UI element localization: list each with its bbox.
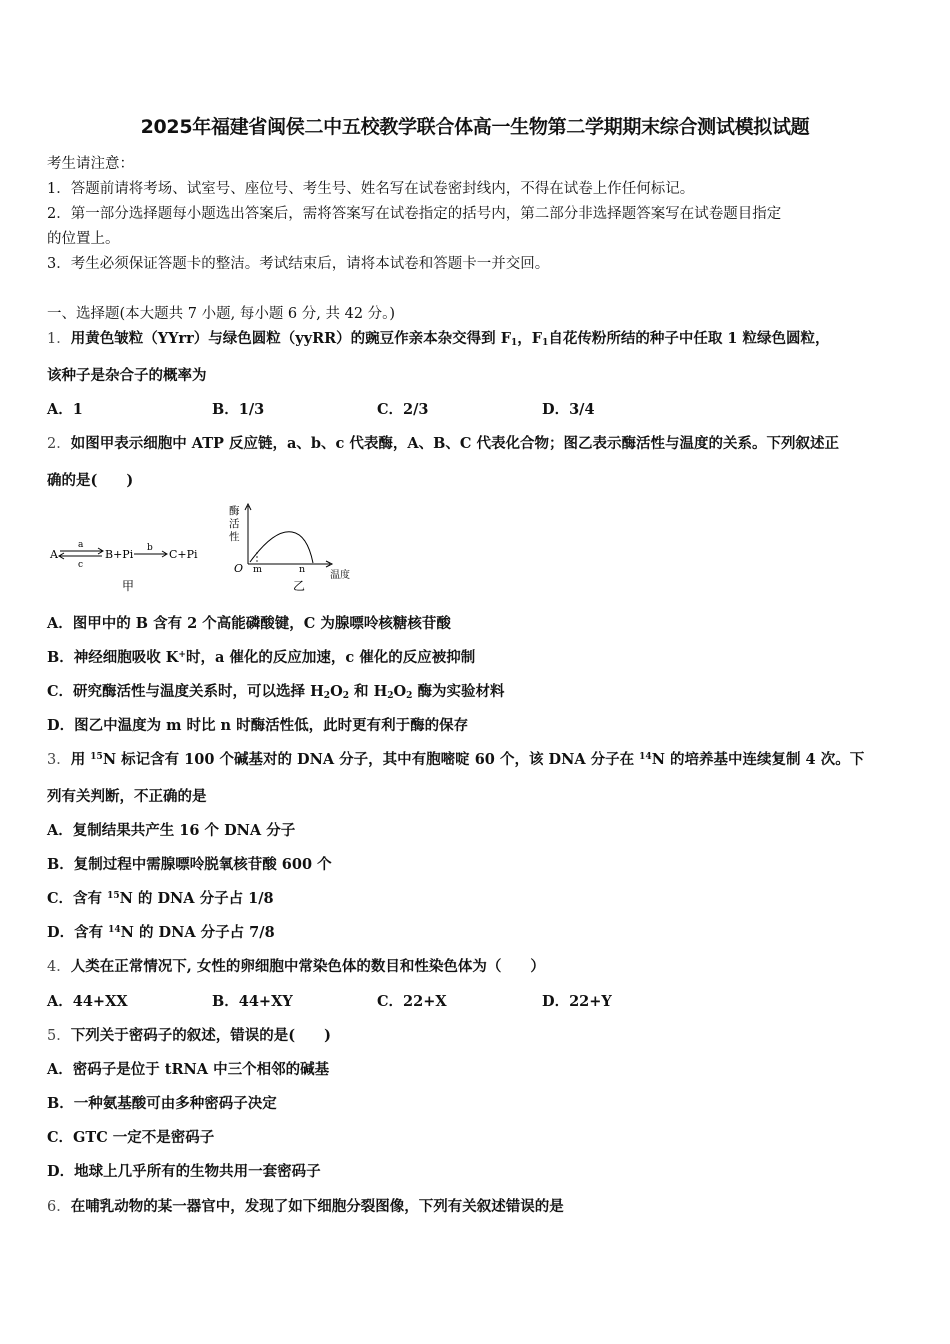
q2-option-c-text-a: C．研究酶活性与温度关系时，可以选择 H [47,683,324,700]
tick-m: m [253,564,263,575]
tick-n: n [299,564,306,575]
q2-figure [40,500,370,600]
q4-option-b[interactable]: B．44+XY [212,993,293,1010]
q4-text: 人类在正常情况下, 女性的卵细胞中常染色体的数目和性染色体为（ ） [70,958,545,975]
q2-option-c-text-d: O [393,683,407,700]
chain-a-label: A [50,548,58,561]
q2-stem [47,432,839,453]
q3-option-d[interactable] [47,921,275,942]
q2-option-c-sub-2: 2 [342,691,349,701]
q3-option-a[interactable]: A．复制结果共产生 16 个 DNA 分子 [47,822,296,839]
q3-text-1: 用 [70,751,91,768]
q2-stem-cont: 确的是( ) [47,472,134,489]
q2-option-d[interactable]: D．图乙中温度为 m 时比 n 时酶活性低，此时更有利于酶的保存 [47,717,469,734]
q5-stem [47,1024,331,1045]
q4-option-d[interactable]: D．22+Y [542,993,612,1010]
q3-stem-cont: 列有关判断，不正确的是 [47,788,207,805]
q2-option-b-text-a: B．神经细胞吸收 K [47,649,179,666]
q5-option-d[interactable]: D．地球上几乎所有的生物共用一套密码子 [47,1163,321,1180]
q3-option-d-text-a: D．含有 [47,924,109,941]
q1-stem-cont: 该种子是杂合子的概率为 [47,367,207,384]
q1-sub-1: 1 [511,338,518,348]
q6-stem [47,1195,564,1216]
q4-stem [47,955,545,976]
y-axis-label-3: 性 [229,531,240,543]
q1-sub-2: 1 [542,338,549,348]
q3-option-d-text-b: N 的 DNA 分子占 7/8 [120,924,275,941]
y-axis-label-1: 酶 [229,505,240,517]
activity-curve [250,532,313,563]
x-axis-label: 温度 [330,570,350,581]
q2-option-c[interactable] [47,680,505,701]
chain-c-label: C+Pi [169,548,198,561]
caption-jia: 甲 [122,579,135,593]
q4-option-c[interactable]: C．22+X [377,993,447,1010]
q1-text-c: 自花传粉所结的种子中任取 1 粒绿色圆粒， [548,330,830,347]
q2-option-b-text-b: 时，a 催化的反应加速，c 催化的反应被抑制 [185,649,476,666]
q3-option-d-sup: 14 [108,925,121,935]
q3-option-c-sup: 15 [107,891,120,901]
origin-label: O [234,562,244,575]
enzyme-c-label: c [78,560,84,570]
q2-option-c-text-c: 和 H [348,683,388,700]
notice-heading: 考生请注意： [47,156,134,172]
q5-option-b[interactable]: B．一种氨基酸可由多种密码子决定 [47,1095,277,1112]
q2-text: 如图甲表示细胞中 ATP 反应链，a、b、c 代表酶，A、B、C 代表化合物；图乙表示酶活性与温度的关系。下列叙述正 [70,435,839,452]
q4-number: 4． [47,959,71,975]
y-axis-label-2: 活 [229,518,240,530]
q3-option-b[interactable]: B．复制过程中需腺嘌呤脱氧核苷酸 600 个 [47,856,332,873]
q4-option-a[interactable]: A．44+XX [47,993,128,1010]
q5-number: 5． [47,1028,71,1044]
section-heading: 一、选择题(本大题共 7 小题, 每小题 6 分, 共 42 分。) [47,306,396,322]
q2-option-c-sub-3: 2 [387,691,394,701]
q3-stem [47,748,864,769]
q2-option-b[interactable] [47,646,475,667]
notice-item-2-cont: 的位置上。 [47,231,120,247]
q2-option-b-sup: + [178,650,186,660]
q2-option-c-sub-1: 2 [323,691,331,701]
enzyme-b-label: b [147,543,153,553]
q3-option-c-text-b: N 的 DNA 分子占 1/8 [119,890,274,907]
q3-option-c-text-a: C．含有 [47,890,108,907]
caption-yi: 乙 [293,579,306,593]
q2-option-c-text-b: O [330,683,343,700]
q5-text: 下列关于密码子的叙述，错误的是( ) [70,1027,331,1044]
chain-b-label: B+Pi [105,548,134,561]
q1-option-a[interactable]: A．1 [47,401,83,418]
q5-option-a[interactable]: A．密码子是位于 tRNA 中三个相邻的碱基 [47,1061,330,1078]
notice-item-1: 1．答题前请将考场、试室号、座位号、考生号、姓名写在试卷密封线内，不得在试卷上作任何标记。 [47,181,695,197]
q3-text-3: N 的培养基中连续复制 4 次。下 [651,751,865,768]
q2-option-c-sub-4: 2 [406,691,413,701]
enzyme-a-label: a [78,540,84,550]
page-title: 2025年福建省闽侯二中五校教学联合体高一生物第二学期期末综合测试模拟试题 [140,116,810,138]
q3-text-2: N 标记含有 100 个碱基对的 DNA 分子，其中有胞嘧啶 60 个，该 DNA 分子在 [102,751,640,768]
q1-text-b: ，F [517,330,543,347]
q2-option-c-text-e: 酶为实验材料 [412,683,505,700]
q3-sup-2: 14 [639,752,652,762]
q3-option-c[interactable] [47,887,274,908]
q3-number: 3． [47,752,71,768]
q2-number: 2． [47,436,71,452]
q1-option-b[interactable]: B．1/3 [212,401,265,418]
q1-option-c[interactable]: C．2/3 [377,401,429,418]
q1-text-a: 用黄色皱粒（YYrr）与绿色圆粒（yyRR）的豌豆作亲本杂交得到 F [70,330,512,347]
q6-text: 在哺乳动物的某一器官中，发现了如下细胞分裂图像，下列有关叙述错误的是 [70,1198,564,1215]
q2-option-a[interactable]: A．图甲中的 B 含有 2 个高能磷酸键，C 为腺嘌呤核糖核苷酸 [47,615,451,632]
q1-stem [47,327,830,348]
notice-item-2: 2．第一部分选择题每小题选出答案后，需将答案写在试卷指定的括号内，第二部分非选择题答案写在试卷题目指定 [47,206,782,222]
q6-number: 6． [47,1199,71,1215]
q1-number: 1． [47,331,71,347]
notice-item-3: 3．考生必须保证答题卡的整洁。考试结束后，请将本试卷和答题卡一并交回。 [47,256,550,272]
q5-option-c[interactable]: C．GTC 一定不是密码子 [47,1129,215,1146]
q1-option-d[interactable]: D．3/4 [542,401,595,418]
q3-sup-1: 15 [90,752,103,762]
